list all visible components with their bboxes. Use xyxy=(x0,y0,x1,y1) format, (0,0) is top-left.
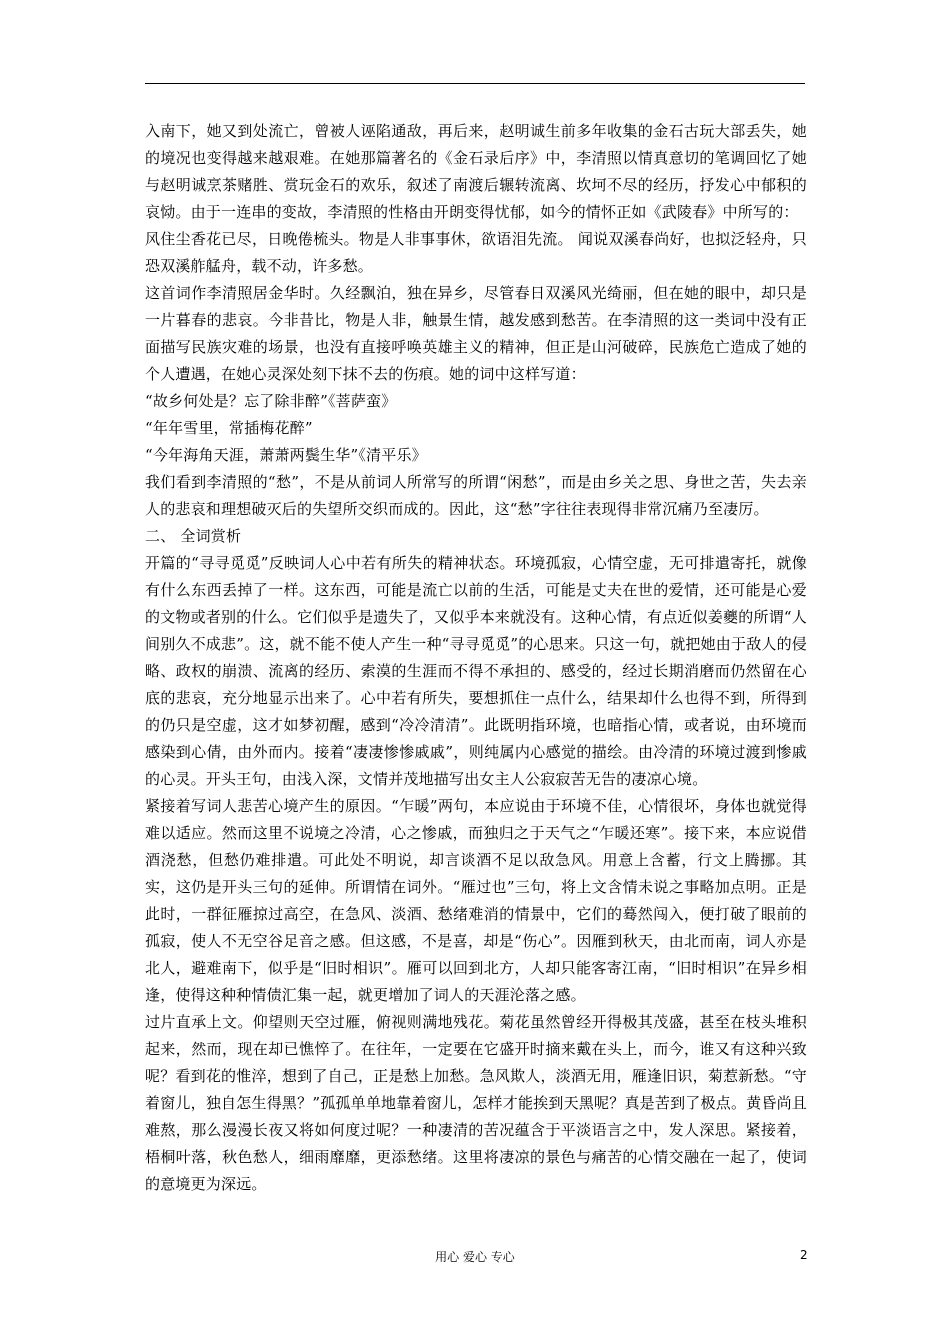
quote-line: “故乡何处是？忘了除非醉”《菩萨蛮》 xyxy=(145,392,397,410)
quote-line: “今年海角天涯，萧萧两鬓生华”《清平乐》 xyxy=(145,446,427,464)
page-number: 2 xyxy=(800,1248,808,1262)
paragraph: 入南下，她又到处流亡，曾被人诬陷通敌，再后来，赵明诚生前多年收集的金石古玩大部丢失，她的境况也变得越来越艰难。在她那篇著名的《金石录后序》中，李清照以情真意切的笔调回忆了她与赵明诚烹茶赌胜、赏玩金石的欢乐，叙述了南渡后辗转流离、坎坷不尽的经历，抒发心中郁积的哀恸。由于一连串的变故，李清照的性格由开朗变得忧郁，如今的情怀正如《武陵春》中所写的： xyxy=(145,122,807,221)
section-heading: 二、 全词赏析 xyxy=(145,527,242,545)
header-rule xyxy=(145,83,805,84)
paragraph: 我们看到李清照的“愁”，不是从前词人所常写的所谓“闲愁”，而是由乡关之思、身世之苦，失去亲人的悲哀和理想破灭后的失望所交织而成的。因此，这“愁”字往往表现得非常沉痛乃至凄厉。 xyxy=(145,473,807,518)
footer-motto: 用心 爱心 专心 xyxy=(435,1250,515,1264)
quote-line: “年年雪里，常插梅花醉” xyxy=(145,419,313,437)
paragraph: 紧接着写词人悲苦心境产生的原因。“乍暖”两句，本应说由于环境不佳，心情很坏，身体也就觉得难以适应。然而这里不说境之冷清，心之惨戚，而独归之于天气之“乍暖还寒”。接下来，本应说借酒浇愁，但愁仍难排遣。可此处不明说，却言谈酒不足以敌急风。用意上含蓄，行文上腾挪。其实，这仍是开头三句的延伸。所谓情在词外。“雁过也”三句，将上文含情未说之事略加点明。正是此时，一群征雁掠过高空，在急风、淡酒、愁绪难消的情景中，它们的蓦然闯入，便打破了眼前的孤寂，使人不无空谷足音之感。但这感，不是喜，却是“伤心”。因雁到秋天，由北而南，词人亦是北人，避难南下，似乎是“旧时相识”。雁可以回到北方，人却只能客寄江南，“旧时相识”在异乡相逢，使得这种种情债汇集一起，就更增加了词人的天涯沦落之感。 xyxy=(145,797,807,1004)
paragraph: 这首词作李清照居金华时。久经飘泊，独在异乡，尽管春日双溪风光绮丽，但在她的眼中，却只是一片暮春的悲哀。今非昔比，物是人非，触景生情，越发感到愁苦。在李清照的这一类词中没有正面描写民族灾难的场景，也没有直接呼唤英雄主义的精神，但正是山河破碎，民族危亡造成了她的个人遭遇，在她心灵深处刻下抹不去的伤痕。她的词中这样写道： xyxy=(145,284,807,383)
body-text xyxy=(145,118,807,1198)
page-footer xyxy=(0,1246,950,1270)
paragraph: 过片直承上文。仰望则天空过雁，俯视则满地残花。菊花虽然曾经开得极其茂盛，甚至在枝头堆积起来，然而，现在却已憔悴了。在往年，一定要在它盛开时摘来戴在头上，而今，谁又有这种兴致呢？看到花的惟淬，想到了自己，正是愁上加愁。急风欺人，淡酒无用，雁逢旧识，菊惹新愁。“守着窗儿，独自怎生得黑？”孤孤单单地靠着窗儿，怎样才能挨到天黑呢？真是苦到了极点。黄昏尚且难熬，那么漫漫长夜又将如何度过呢？一种凄清的苦况蕴含于平淡语言之中，发人深思。紧接着，梧桐叶落，秋色愁人，细雨靡靡，更添愁绪。这里将凄凉的景色与痛苦的心情交融在一起了，使词的意境更为深远。 xyxy=(145,1013,807,1193)
paragraph: 开篇的“寻寻觅觅”反映词人心中若有所失的精神状态。环境孤寂，心情空虚，无可排遣寄托，就像有什么东西丢掉了一样。这东西，可能是流亡以前的生活，可能是丈夫在世的爱情，还可能是心爱的文物或者别的什么。它们似乎是遗失了，又似乎本来就没有。这种心情，有点近似姜夔的所谓“人间别久不成悲”。这，就不能不使人产生一种“寻寻觅觅”的心思来。只这一句，就把她由于敌人的侵略、政权的崩溃、流离的经历、索漠的生涯而不得不承担的、感受的，经过长期消磨而仍然留在心底的悲哀，充分地显示出来了。心中若有所失，要想抓住一点什么，结果却什么也得不到，所得到的仍只是空虚，这才如梦初醒，感到“冷冷清清”。此既明指环境，也暗指心情，或者说，由环境而感染到心倩，由外而内。接着“凄凄惨惨戚戚”，则纯属内心感觉的描绘。由冷清的环境过渡到惨戚的心灵。开头王句，由浅入深，文情并茂地描写出女主人公寂寂苦无告的凄凉心境。 xyxy=(145,554,808,788)
poem-wulingchun: 风住尘香花已尽，日晚倦梳头。物是人非事事休，欲语泪先流。 闻说双溪春尚好，也拟泛轻舟，只恐双溪舴艋舟，载不动，许多愁。 xyxy=(145,230,807,275)
